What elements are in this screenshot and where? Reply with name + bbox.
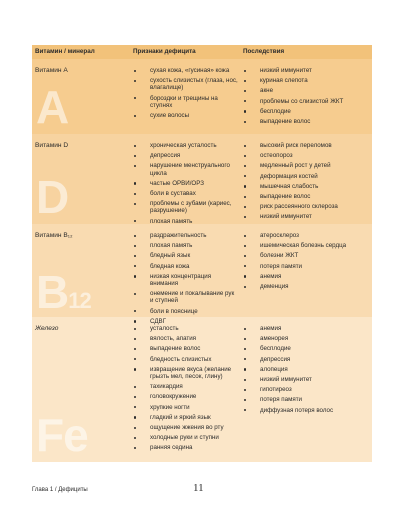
list-item xyxy=(133,444,239,451)
list-item xyxy=(133,356,239,363)
bullet-icon xyxy=(134,80,136,82)
list-item xyxy=(243,193,372,200)
list-item-text: деформация костей xyxy=(260,172,318,180)
table-row-vitamin-d xyxy=(32,134,372,224)
bullet-icon xyxy=(244,275,246,277)
bullet-icon xyxy=(134,165,136,167)
list-item xyxy=(243,213,372,220)
list-item xyxy=(133,383,239,390)
list-item xyxy=(133,112,239,119)
list-item xyxy=(243,325,372,332)
list-item xyxy=(133,290,239,304)
list-item-text: частые ОРВИ/ОРЗ xyxy=(150,179,204,187)
list-item-text: высокий риск переломов xyxy=(260,142,332,149)
deficiency-table xyxy=(32,45,372,462)
bullet-icon xyxy=(244,145,246,147)
list-item xyxy=(243,366,372,373)
list-item-text: ощущение жжения во рту xyxy=(150,424,224,432)
bullet-icon xyxy=(244,409,246,411)
list-item xyxy=(133,273,239,287)
list-item-text: куриная слепота xyxy=(260,77,308,85)
list-item-text: диффузная потеря волос xyxy=(260,406,334,414)
bullet-icon xyxy=(244,379,246,381)
list-item-text: головокружение xyxy=(150,393,197,401)
list-item-text: хрупкие ногти xyxy=(150,403,190,411)
list-item xyxy=(133,162,239,176)
list-item-text: риск рассеянного склероза xyxy=(260,203,338,211)
list-item xyxy=(243,273,372,280)
signs-list xyxy=(133,317,239,452)
list-item xyxy=(243,142,372,149)
list-item xyxy=(133,308,239,315)
bullet-icon xyxy=(134,358,136,360)
row-name: Витамин D xyxy=(35,142,69,149)
bullet-icon xyxy=(134,416,136,418)
list-item xyxy=(243,108,372,115)
list-item-text: низкий иммунитет xyxy=(260,376,312,384)
list-item-text: мышечная слабость xyxy=(260,182,319,190)
bullet-icon xyxy=(244,245,246,247)
list-item xyxy=(133,414,239,421)
list-item-text: атеросклероз xyxy=(260,232,299,239)
list-item xyxy=(133,366,239,380)
list-item xyxy=(133,434,239,441)
list-item xyxy=(243,162,372,169)
row-name: Витамин B₁₂ xyxy=(35,232,73,239)
bullet-icon xyxy=(134,447,136,449)
list-item-text: плохая память xyxy=(150,217,193,225)
list-item-text: сухость слизистых (глаза, нос, влагалище) xyxy=(150,77,238,92)
list-item-text: выпадение волос xyxy=(150,345,201,353)
bullet-icon xyxy=(244,338,246,340)
list-item-text: бледность слизистых xyxy=(150,355,212,363)
bullet-icon xyxy=(244,196,246,198)
list-item xyxy=(133,142,239,149)
bullet-icon xyxy=(244,155,246,157)
list-item-text: плохая память xyxy=(150,242,193,250)
list-item-text: депрессия xyxy=(150,152,181,160)
list-item xyxy=(243,263,372,270)
list-item-text: акне xyxy=(260,87,274,95)
list-item xyxy=(133,252,239,259)
list-item xyxy=(133,77,239,91)
list-item xyxy=(133,200,239,214)
row-name: Витамин A xyxy=(35,67,68,74)
bullet-icon xyxy=(244,206,246,208)
list-item xyxy=(243,152,372,159)
bullet-icon xyxy=(134,310,136,312)
list-item xyxy=(243,376,372,383)
bullet-icon xyxy=(244,265,246,267)
bullet-icon xyxy=(134,203,136,205)
list-item-text: бледная кожа xyxy=(150,262,190,270)
list-item xyxy=(243,252,372,259)
bullet-icon xyxy=(244,80,246,82)
list-item-text: анемия xyxy=(260,325,282,332)
list-item xyxy=(133,242,239,249)
list-item-text: тахикардия xyxy=(150,383,183,391)
list-item-text: болезни ЖКТ xyxy=(260,252,299,260)
bullet-icon xyxy=(134,368,136,370)
decorative-letter: A xyxy=(36,81,69,133)
list-item-text: алопеция xyxy=(260,365,288,373)
list-item-text: бледный язык xyxy=(150,252,191,260)
bullet-icon xyxy=(134,275,136,277)
list-item xyxy=(243,345,372,352)
bullet-icon xyxy=(134,396,136,398)
list-item xyxy=(243,232,372,239)
list-item-text: сухая кожа, «гусиная» кожа xyxy=(150,67,230,74)
bullet-icon xyxy=(134,70,136,72)
list-item-text: нарушение менструального цикла xyxy=(150,162,230,177)
list-item xyxy=(133,404,239,411)
decorative-letter: D xyxy=(36,171,69,223)
bullet-icon xyxy=(244,328,246,330)
list-item xyxy=(243,356,372,363)
list-item xyxy=(243,407,372,414)
bullet-icon xyxy=(244,185,246,187)
list-item xyxy=(243,386,372,393)
bullet-icon xyxy=(134,437,136,439)
list-item xyxy=(243,98,372,105)
list-item-text: медленный рост у детей xyxy=(260,162,331,170)
list-item-text: сухие волосы xyxy=(150,112,190,120)
list-item xyxy=(133,325,239,332)
list-item-text: низкий иммунитет xyxy=(260,67,312,74)
list-item-text: СДВГ xyxy=(150,317,167,325)
list-item xyxy=(133,190,239,197)
list-item-text: бесплодие xyxy=(260,107,291,115)
bullet-icon xyxy=(244,216,246,218)
list-item-text: низкий иммунитет xyxy=(260,213,312,221)
list-item-text: потеря памяти xyxy=(260,262,302,270)
list-item xyxy=(243,283,372,290)
list-item-text: вялость, апатия xyxy=(150,335,197,343)
consequences-list xyxy=(243,59,372,125)
header-vitamin: Витамин / минерал xyxy=(35,48,95,55)
row-name: Железо xyxy=(35,325,59,332)
list-item xyxy=(243,203,372,210)
list-item-text: потеря памяти xyxy=(260,396,302,404)
list-item xyxy=(133,393,239,400)
bullet-icon xyxy=(134,235,136,237)
list-item xyxy=(133,232,239,239)
signs-list xyxy=(133,59,239,119)
list-item-text: боли в суставах xyxy=(150,190,196,198)
signs-list xyxy=(133,134,239,225)
list-item xyxy=(133,67,239,74)
bullet-icon xyxy=(244,121,246,123)
bullet-icon xyxy=(134,386,136,388)
list-item-text: хроническая усталость xyxy=(150,142,217,149)
list-item-text: гладкий и яркий язык xyxy=(150,413,211,421)
list-item xyxy=(243,183,372,190)
bullet-icon xyxy=(134,115,136,117)
bullet-icon xyxy=(244,175,246,177)
list-item xyxy=(243,77,372,84)
list-item-text: холодные руки и ступни xyxy=(150,434,219,442)
list-item xyxy=(243,118,372,125)
list-item xyxy=(243,87,372,94)
list-item-text: бесплодие xyxy=(260,345,291,353)
list-item xyxy=(133,95,239,109)
table-header-row xyxy=(32,45,372,59)
consequences-list xyxy=(243,134,372,221)
header-signs: Признаки дефицита xyxy=(133,48,196,55)
table-row-iron xyxy=(32,317,372,462)
bullet-icon xyxy=(134,255,136,257)
list-item xyxy=(133,152,239,159)
bullet-icon xyxy=(134,145,136,147)
list-item-text: извращение вкуса (желание грызть мел, песок, глину) xyxy=(150,365,232,381)
bullet-icon xyxy=(244,368,246,370)
bullet-icon xyxy=(134,265,136,267)
table-row-vitamin-b12 xyxy=(32,224,372,325)
consequences-list xyxy=(243,224,372,290)
bullet-icon xyxy=(134,338,136,340)
header-consequences: Последствия xyxy=(243,48,285,55)
list-item-text: раздражительность xyxy=(150,232,207,239)
bullet-icon xyxy=(134,406,136,408)
bullet-icon xyxy=(244,255,246,257)
chapter-footer: Глава 1 / Дефициты xyxy=(32,487,88,493)
bullet-icon xyxy=(134,155,136,157)
bullet-icon xyxy=(244,100,246,102)
list-item xyxy=(133,180,239,187)
list-item xyxy=(243,335,372,342)
list-item-text: остеопороз xyxy=(260,152,293,160)
list-item xyxy=(133,263,239,270)
bullet-icon xyxy=(244,348,246,350)
list-item-text: проблемы с зубами (кариес, разрушение) xyxy=(150,200,232,215)
list-item xyxy=(133,424,239,431)
decorative-letter: Fe xyxy=(36,409,88,461)
decorative-letter: B12 xyxy=(36,266,91,318)
list-item-text: боли в пояснице xyxy=(150,307,198,315)
bullet-icon xyxy=(134,97,136,99)
list-item xyxy=(133,335,239,342)
list-item-text: низкая концентрация внимания xyxy=(150,272,212,288)
table-row-vitamin-a xyxy=(32,59,372,134)
bullet-icon xyxy=(134,182,136,184)
list-item-text: онемение и покалывание рук и ступней xyxy=(150,290,235,305)
list-item-text: ишемическая болезнь сердца xyxy=(260,242,347,250)
list-item-text: аменорея xyxy=(260,335,289,343)
list-item-text: выпадение волос xyxy=(260,193,311,201)
bullet-icon xyxy=(134,193,136,195)
bullet-icon xyxy=(244,90,246,92)
list-item-text: депрессия xyxy=(260,355,291,363)
list-item-text: гипотиреоз xyxy=(260,386,292,394)
bullet-icon xyxy=(134,245,136,247)
bullet-icon xyxy=(244,110,246,112)
list-item xyxy=(243,396,372,403)
bullet-icon xyxy=(244,286,246,288)
bullet-icon xyxy=(244,389,246,391)
bullet-icon xyxy=(244,358,246,360)
bullet-icon xyxy=(134,220,136,222)
bullet-icon xyxy=(244,235,246,237)
list-item-text: ранняя седина xyxy=(150,444,193,452)
list-item-text: бороздки и трещины на ступнях xyxy=(150,94,218,109)
list-item xyxy=(243,242,372,249)
list-item-text: анемия xyxy=(260,272,282,280)
list-item-text: проблемы со слизистой ЖКТ xyxy=(260,97,344,105)
list-item xyxy=(243,173,372,180)
list-item xyxy=(243,67,372,74)
bullet-icon xyxy=(134,328,136,330)
bullet-icon xyxy=(244,399,246,401)
list-item-text: усталость xyxy=(150,325,179,332)
bullet-icon xyxy=(134,427,136,429)
list-item xyxy=(133,345,239,352)
list-item-text: выпадение волос xyxy=(260,118,311,126)
list-item-text: деменция xyxy=(260,283,289,291)
bullet-icon xyxy=(134,293,136,295)
signs-list xyxy=(133,224,239,325)
bullet-icon xyxy=(244,165,246,167)
page-number: 11 xyxy=(193,482,204,494)
bullet-icon xyxy=(134,348,136,350)
consequences-list xyxy=(243,317,372,414)
bullet-icon xyxy=(244,70,246,72)
